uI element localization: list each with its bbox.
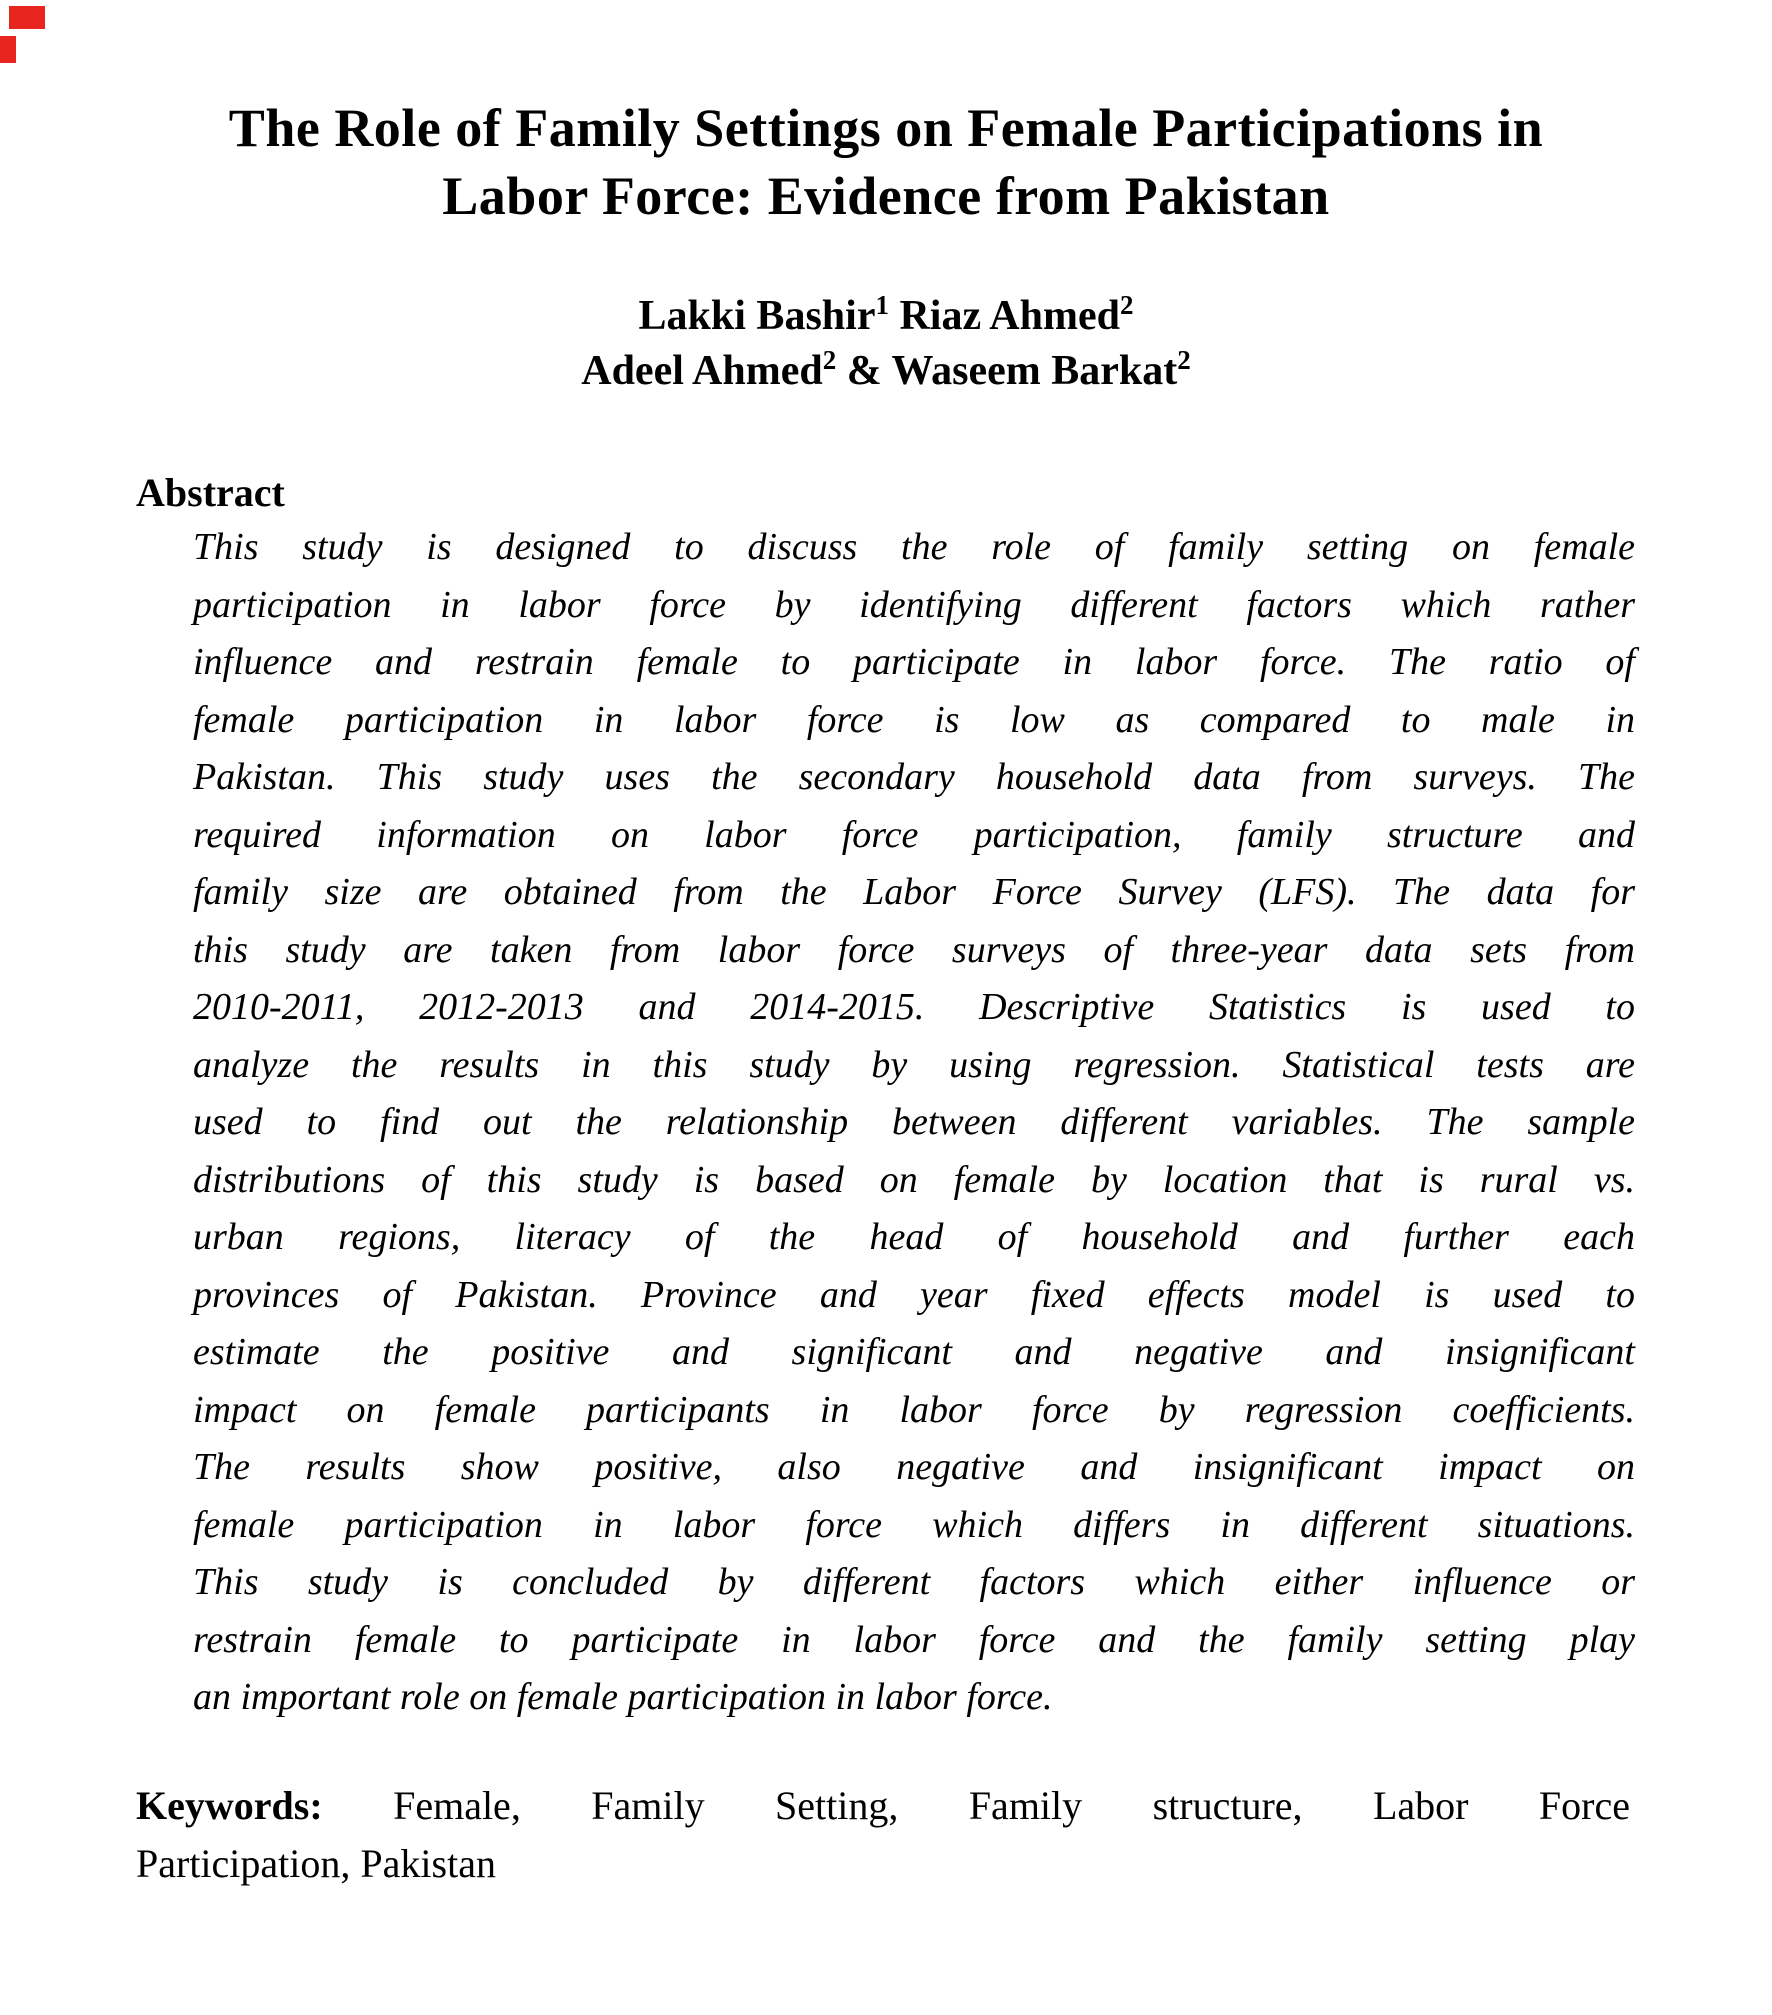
keywords-line-2: Participation, Pakistan (136, 1841, 496, 1886)
abstract-line: participation in labor force by identifying different factors which rather (193, 583, 1635, 626)
abstract-line: The results show positive, also negative and insignificant impact on (193, 1446, 1635, 1488)
abstract-line: required information on labor force participation, family structure and (193, 813, 1635, 856)
corner-red-artifact-2 (0, 36, 16, 63)
abstract-line: 2010-2011, 2012-2013 and 2014-2015. Descriptive Statistics is used to (193, 986, 1635, 1028)
abstract-line: provinces of Pakistan. Province and year fixed effects model is used to (193, 1273, 1635, 1316)
author-affiliation-superscript: 1 (875, 290, 889, 320)
abstract-line: this study are taken from labor force surveys of three-year data sets from (193, 928, 1635, 971)
abstract-line: female participation in labor force is low as compared to male in (193, 698, 1635, 741)
authors-line-1: Lakki Bashir$^1$ Riaz Ahmed$^2$ (638, 290, 1134, 339)
abstract-line: analyze the results in this study by using regression. Statistical tests are (193, 1043, 1635, 1086)
authors-line-2: Adeel Ahmed$^2$ & Waseem Barkat$^2$ (581, 345, 1191, 394)
abstract-line: distributions of this study is based on female by location that is rural vs. (193, 1158, 1635, 1201)
keywords-line-1 (136, 1777, 1630, 1835)
abstract-line: estimate the positive and significant and negative and insignificant (193, 1331, 1635, 1373)
author-affiliation-superscript: 2 (1177, 345, 1191, 375)
abstract-line: female participation in labor force which differs in different situations. (193, 1503, 1635, 1546)
abstract-line: Pakistan. This study uses the secondary household data from surveys. The (193, 756, 1635, 798)
abstract-line: urban regions, literacy of the head of household and further each (193, 1216, 1635, 1258)
author-affiliation-superscript: 2 (822, 345, 837, 375)
keywords-label: Keywords: (136, 1783, 323, 1828)
abstract-line: family size are obtained from the Labor Force Survey (LFS). The data for (193, 871, 1635, 913)
keywords (136, 1777, 1630, 1893)
abstract-line: impact on female participants in labor force by regression coefficients. (193, 1388, 1635, 1431)
paper-title-line-2: Labor Force: Evidence from Pakistan (442, 166, 1330, 226)
abstract-line: an important role on female participation in labor force. (193, 1676, 1053, 1718)
corner-red-artifact-1 (9, 6, 45, 29)
abstract-line: This study is concluded by different factors which either influence or (193, 1561, 1635, 1603)
abstract-line: used to find out the relationship between different variables. The sample (193, 1101, 1635, 1143)
author-affiliation-superscript: 2 (1119, 290, 1134, 320)
abstract-line: influence and restrain female to participate in labor force. The ratio of (193, 641, 1635, 683)
abstract-heading: Abstract (136, 470, 285, 515)
paper-title-line-1: The Role of Family Settings on Female Participations in (228, 98, 1544, 158)
authors (0, 289, 1772, 399)
abstract-line: This study is designed to discuss the role of family setting on female (193, 526, 1635, 568)
abstract-body (193, 519, 1635, 1727)
abstract-line: restrain female to participate in labor force and the family setting play (193, 1618, 1635, 1661)
keywords-list: Female, Family Setting, Family structure, Labor Force (322, 1783, 1630, 1828)
paper-title (0, 94, 1772, 230)
